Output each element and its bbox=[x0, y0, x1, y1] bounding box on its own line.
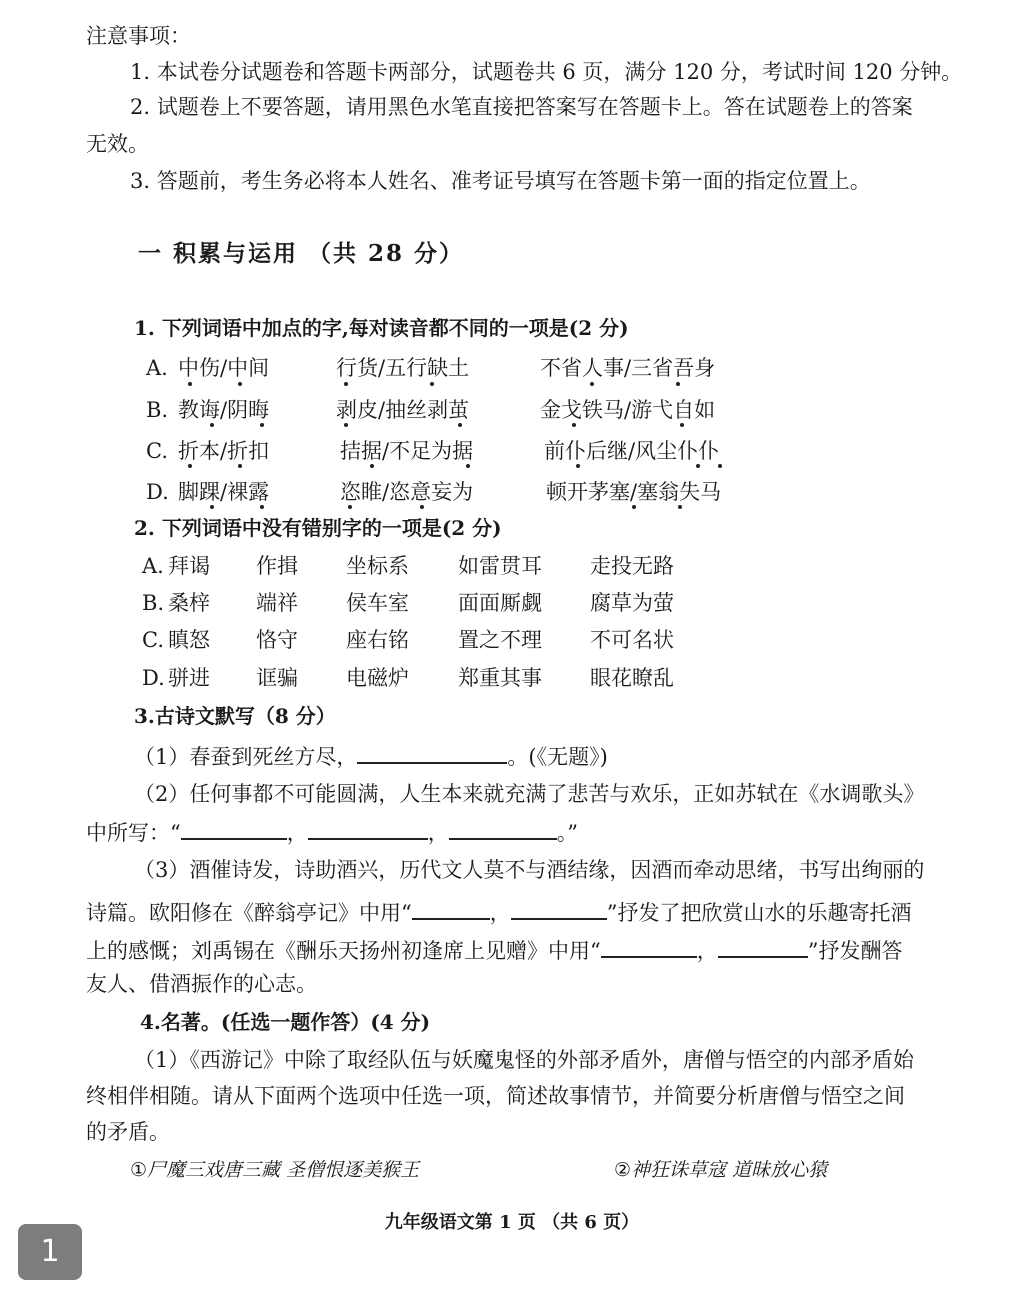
option-word-2: 端祥 bbox=[256, 591, 298, 615]
notice-item-2a: 2. 试题卷上不要答题，请用黑色水笔直接把答案写在答题卡上。答在试题卷上的答案 bbox=[130, 95, 913, 119]
q4-part1-line2: 终相伴相随。请从下面两个选项中任选一项，简述故事情节，并简要分析唐僧与悟空之间 bbox=[86, 1084, 905, 1108]
option-word-4: 郑重其事 bbox=[458, 666, 542, 690]
option-col1: 教诲/阴晦 bbox=[178, 398, 270, 422]
q3-part3-line2 bbox=[86, 896, 912, 927]
option-label: C. bbox=[146, 439, 168, 463]
q4-choice-2: ②神狂诛草寇 道昧放心猿 bbox=[614, 1159, 828, 1181]
q3-part3-line2-suffix: ”抒发了把欣赏山水的乐趣寄托酒 bbox=[606, 901, 912, 925]
option-word-2: 恪守 bbox=[256, 628, 298, 652]
q3-part1-end: 。(《无题》) bbox=[507, 745, 608, 769]
page-footer: 九年级语文第 1 页 （共 6 页） bbox=[384, 1212, 640, 1233]
option-label: A. bbox=[142, 554, 164, 578]
option-col2: 拮据/不足为据 bbox=[340, 439, 474, 463]
separator: ， bbox=[427, 821, 449, 845]
option-word-1: 拜谒 bbox=[168, 554, 210, 578]
option-word-3: 坐标系 bbox=[346, 554, 409, 578]
q3-part3-line3-prefix: 上的感慨；刘禹锡在《酬乐天扬州初逢席上见赠》中用“ bbox=[86, 939, 601, 963]
q4-choice-1: ①尸魔三戏唐三藏 圣僧恨逐美猴王 bbox=[130, 1159, 420, 1181]
option-col2: 恣睢/恣意妄为 bbox=[340, 480, 474, 504]
page-number-badge: 1 bbox=[18, 1224, 82, 1280]
option-label: D. bbox=[142, 666, 165, 690]
answer-blank bbox=[412, 896, 490, 920]
option-label: B. bbox=[142, 591, 165, 615]
option-label: D. bbox=[146, 480, 169, 504]
answer-blank bbox=[718, 934, 808, 958]
q3-part3-line1: （3）酒催诗发，诗助酒兴，历代文人莫不与酒结缘，因酒而牵动思绪，书写出绚丽的 bbox=[134, 858, 925, 882]
option-col3: 前仆后继/风尘仆仆 bbox=[544, 439, 720, 463]
option-word-3: 侯车室 bbox=[346, 591, 409, 615]
question-3-title: 3.古诗文默写（8 分） bbox=[134, 704, 336, 728]
notice-item-2b: 无效。 bbox=[86, 132, 149, 156]
question-1-title: 1. 下列词语中加点的字,每对读音都不同的一项是(2 分) bbox=[134, 316, 629, 340]
answer-blank bbox=[449, 816, 557, 840]
option-word-4: 面面厮觑 bbox=[458, 591, 542, 615]
section-title: 一 积累与运用 （共 28 分） bbox=[138, 240, 465, 267]
option-word-5: 眼花瞭乱 bbox=[590, 666, 674, 690]
question-2-title: 2. 下列词语中没有错别字的一项是(2 分) bbox=[134, 516, 502, 540]
q3-part3-line2-prefix: 诗篇。欧阳修在《醉翁亭记》中用“ bbox=[86, 901, 412, 925]
q3-part2-line2 bbox=[86, 816, 578, 847]
option-word-5: 腐草为萤 bbox=[590, 591, 674, 615]
q3-part2-prefix: 中所写：“ bbox=[86, 821, 181, 845]
option-word-5: 走投无路 bbox=[590, 554, 674, 578]
option-col3: 顿开茅塞/塞翁失马 bbox=[546, 480, 722, 504]
q4-part1-line3: 的矛盾。 bbox=[86, 1120, 170, 1144]
answer-blank bbox=[511, 896, 607, 920]
q3-part1 bbox=[134, 740, 608, 771]
answer-blank bbox=[357, 740, 507, 764]
option-col1: 脚踝/裸露 bbox=[178, 480, 270, 504]
notice-title: 注意事项： bbox=[86, 24, 191, 48]
option-word-4: 置之不理 bbox=[458, 628, 542, 652]
q3-part2-suffix: 。” bbox=[556, 821, 578, 845]
option-word-1: 桑梓 bbox=[168, 591, 210, 615]
q3-part2-line1: （2）任何事都不可能圆满，人生本来就充满了悲苦与欢乐，正如苏轼在《水调歌头》 bbox=[134, 782, 925, 806]
option-word-2: 诓骗 bbox=[256, 666, 298, 690]
option-word-3: 座右铭 bbox=[346, 628, 409, 652]
notice-item-1: 1. 本试卷分试题卷和答题卡两部分，试题卷共 6 页，满分 120 分，考试时间 120 分钟。 bbox=[130, 60, 963, 84]
option-word-1: 瞋怒 bbox=[168, 628, 210, 652]
option-word-5: 不可名状 bbox=[590, 628, 674, 652]
option-word-4: 如雷贯耳 bbox=[458, 554, 542, 578]
separator: ， bbox=[286, 821, 308, 845]
option-label: C. bbox=[142, 628, 164, 652]
notice-item-3: 3. 答题前，考生务必将本人姓名、准考证号填写在答题卡第一面的指定位置上。 bbox=[130, 169, 871, 193]
q3-part3-line3-suffix: ”抒发酬答 bbox=[807, 939, 903, 963]
answer-blank bbox=[308, 816, 428, 840]
option-label: B. bbox=[146, 398, 169, 422]
answer-blank bbox=[181, 816, 287, 840]
option-word-3: 电磁炉 bbox=[346, 666, 409, 690]
q3-part3-line3 bbox=[86, 934, 902, 965]
option-col3: 金戈铁马/游弋自如 bbox=[540, 398, 716, 422]
answer-blank bbox=[601, 934, 697, 958]
separator: ， bbox=[696, 939, 718, 963]
option-word-2: 作揖 bbox=[256, 554, 298, 578]
q3-part1-start: （1）春蚕到死丝方尽， bbox=[134, 745, 358, 769]
q4-part1-line1: （1）《西游记》中除了取经队伍与妖魔鬼怪的外部矛盾外，唐僧与悟空的内部矛盾始 bbox=[134, 1048, 914, 1072]
option-col1: 中伤/中间 bbox=[178, 356, 270, 380]
option-col3: 不省人事/三省吾身 bbox=[540, 356, 716, 380]
option-col2: 剥皮/抽丝剥茧 bbox=[336, 398, 470, 422]
option-col2: 行货/五行缺土 bbox=[336, 356, 470, 380]
question-4-title: 4.名著。(任选一题作答）(4 分) bbox=[140, 1010, 431, 1034]
option-label: A. bbox=[146, 356, 168, 380]
separator: ， bbox=[489, 901, 511, 925]
q3-part3-line4: 友人、借酒振作的心志。 bbox=[86, 972, 317, 996]
option-col1: 折本/折扣 bbox=[178, 439, 270, 463]
option-word-1: 骈进 bbox=[168, 666, 210, 690]
